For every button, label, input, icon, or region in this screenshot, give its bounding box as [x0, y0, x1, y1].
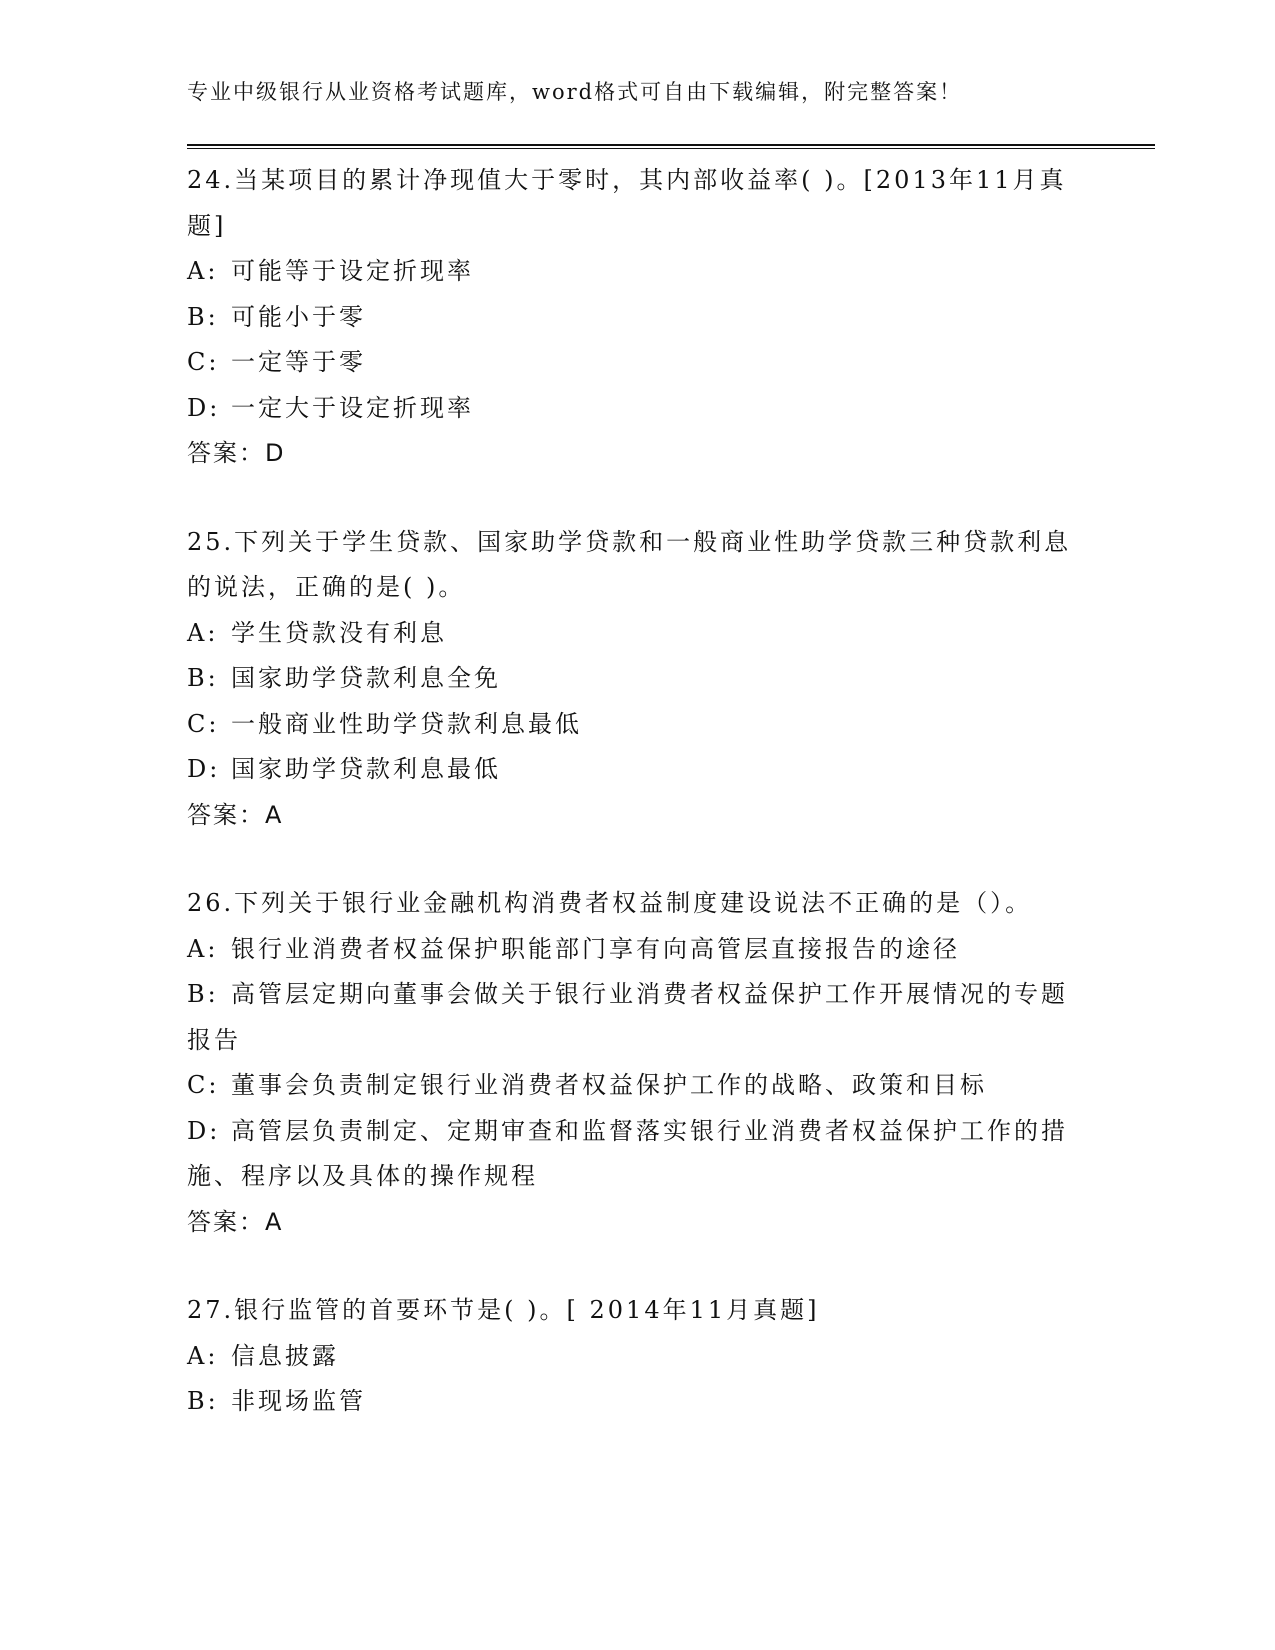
option-text: 非现场监管 [231, 1387, 366, 1415]
option-text: 国家助学贷款利息全免 [231, 664, 501, 692]
option-letter: B: [187, 980, 219, 1008]
option-text: 学生贷款没有利息 [231, 618, 447, 647]
option-letter: C: [187, 348, 220, 376]
question-26 [187, 881, 1087, 1245]
question-stem: 25.下列关于学生贷款、国家助学贷款和一般商业性助学贷款三种贷款利息的说法，正确的是( )。 [187, 527, 1072, 601]
question-24 [187, 158, 1087, 477]
option-letter: A: [187, 934, 219, 963]
option-text: 一定大于设定折现率 [231, 393, 474, 422]
option-b [187, 656, 1087, 702]
option-text: 一定等于零 [231, 348, 366, 376]
option-d [187, 1109, 1087, 1200]
option-c [187, 702, 1087, 748]
option-letter: D: [187, 393, 221, 422]
option-text: 可能等于设定折现率 [231, 257, 474, 285]
option-d [187, 747, 1087, 793]
option-text: 银行业消费者权益保护职能部门享有向高管层直接报告的途径 [231, 934, 960, 963]
option-b [187, 1379, 1087, 1425]
question-25 [187, 520, 1087, 839]
option-letter: D: [187, 1116, 221, 1145]
question-27 [187, 1288, 1087, 1425]
answer-line: 答案：A [187, 1207, 284, 1236]
option-letter: A: [187, 257, 219, 285]
option-c [187, 340, 1087, 386]
option-b [187, 295, 1087, 341]
option-letter: A: [187, 618, 219, 647]
option-d [187, 386, 1087, 432]
question-stem: 27.银行监管的首要环节是( )。[ 2014年11月真题] [187, 1296, 820, 1324]
question-stem: 26.下列关于银行业金融机构消费者权益制度建设说法不正确的是（）。 [187, 889, 1033, 917]
option-text: 高管层定期向董事会做关于银行业消费者权益保护工作开展情况的专题报告 [187, 980, 1068, 1054]
option-text: 董事会负责制定银行业消费者权益保护工作的战略、政策和目标 [231, 1071, 987, 1099]
option-letter: C: [187, 709, 220, 738]
question-list [187, 158, 1087, 1468]
answer-line: 答案：D [187, 439, 286, 467]
answer-line: 答案：A [187, 800, 284, 829]
option-text: 高管层负责制定、定期审查和监督落实银行业消费者权益保护工作的措施、程序以及具体的操作规程 [187, 1116, 1068, 1190]
option-letter: B: [187, 664, 219, 692]
option-text: 一般商业性助学贷款利息最低 [231, 709, 582, 738]
option-letter: C: [187, 1071, 220, 1099]
option-letter: A: [187, 1341, 219, 1370]
option-c [187, 1063, 1087, 1109]
option-letter: B: [187, 1387, 219, 1415]
option-text: 信息披露 [231, 1341, 339, 1370]
question-stem: 24.当某项目的累计净现值大于零时，其内部收益率( )。[2013年11月真题] [187, 166, 1067, 240]
page-header: 专业中级银行从业资格考试题库，word格式可自由下载编辑，附完整答案！ [187, 80, 963, 104]
option-text: 国家助学贷款利息最低 [231, 755, 501, 783]
option-letter: B: [187, 302, 219, 331]
option-a [187, 1334, 1087, 1380]
header-divider [187, 144, 1155, 149]
option-a [187, 249, 1087, 295]
option-text: 可能小于零 [231, 302, 366, 331]
option-letter: D: [187, 755, 221, 783]
option-a [187, 927, 1087, 973]
option-b [187, 972, 1087, 1063]
option-a [187, 611, 1087, 657]
